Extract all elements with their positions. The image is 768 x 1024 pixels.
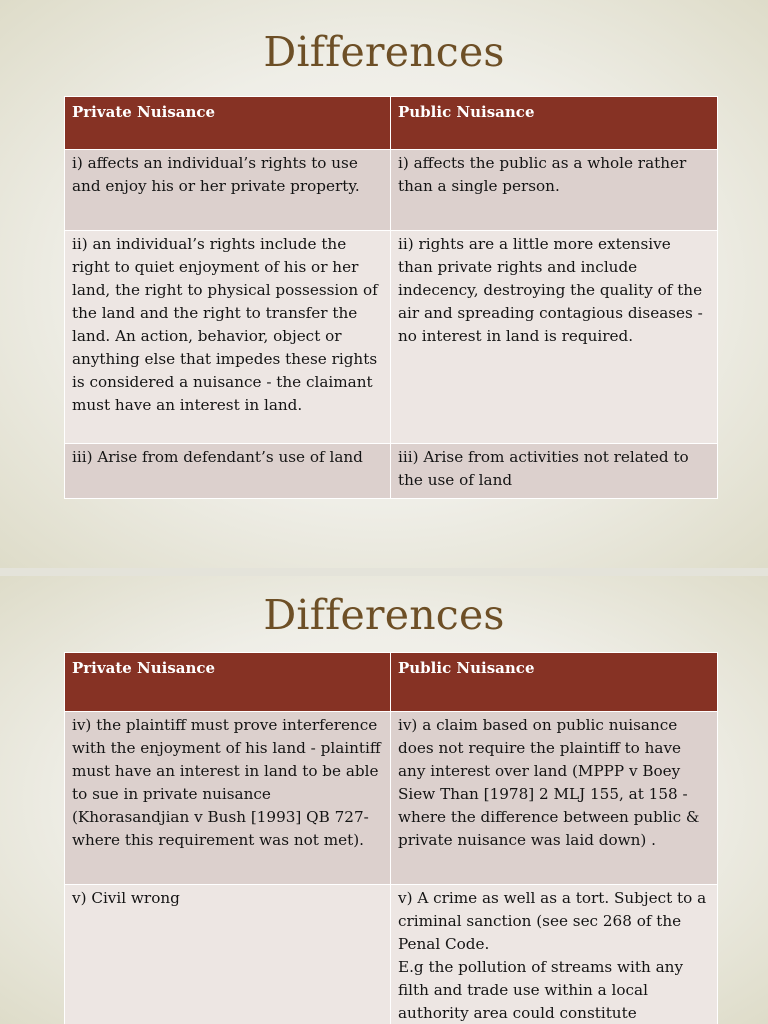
public-cell: iv) a claim based on public nuisance does not require the plaintiff to have any interest over land (MPPP v Boey Siew Than [1978] 2 MLJ 155, at 158 - where the difference between public & private nuisance was laid down) . — [391, 712, 718, 885]
comparison-table — [64, 652, 718, 1024]
column-header-private: Private Nuisance — [65, 97, 391, 150]
slide-title: Differences — [263, 28, 505, 76]
column-header-private: Private Nuisance — [65, 653, 391, 712]
private-cell: iv) the plaintiff must prove interference with the enjoyment of his land - plaintiff must have an interest in land to be able to sue in private nuisance (Khorasandjian v Bush [1993] QB 727- where this requirement was not met). — [65, 712, 391, 885]
private-cell: i) affects an individual’s rights to use and enjoy his or her private property. — [65, 150, 391, 231]
column-header-public: Public Nuisance — [391, 653, 718, 712]
table-header-row — [65, 97, 718, 150]
table-row — [65, 444, 718, 499]
slide-title: Differences — [263, 591, 505, 639]
public-cell: iii) Arise from activities not related to the use of land — [391, 444, 718, 499]
table-row — [65, 712, 718, 885]
comparison-table — [64, 96, 718, 499]
column-header-public: Public Nuisance — [391, 97, 718, 150]
table-row — [65, 885, 718, 1024]
private-cell: iii) Arise from defendant’s use of land — [65, 444, 391, 499]
public-cell: i) affects the public as a whole rather than a single person. — [391, 150, 718, 231]
public-cell: ii) rights are a little more extensive than private rights and include indecency, destroying the quality of the air and spreading contagious diseases - no interest in land is required. — [391, 231, 718, 444]
table-header-row — [65, 653, 718, 712]
private-cell: ii) an individual’s rights include the right to quiet enjoyment of his or her land, the right to physical possession of the land and the right to transfer the land. An action, behavior, object or anything else that impedes these rights is considered a nuisance - the claimant must have an interest in land. — [65, 231, 391, 444]
private-cell: v) Civil wrong — [65, 885, 391, 1024]
slide-2 — [0, 576, 768, 1024]
table-row — [65, 231, 718, 444]
public-cell: v) A crime as well as a tort. Subject to a criminal sanction (see sec 268 of the Penal Code. E.g the pollution of streams with any filth and trade use within a local authority area could constitute — [391, 885, 718, 1024]
table-row — [65, 150, 718, 231]
